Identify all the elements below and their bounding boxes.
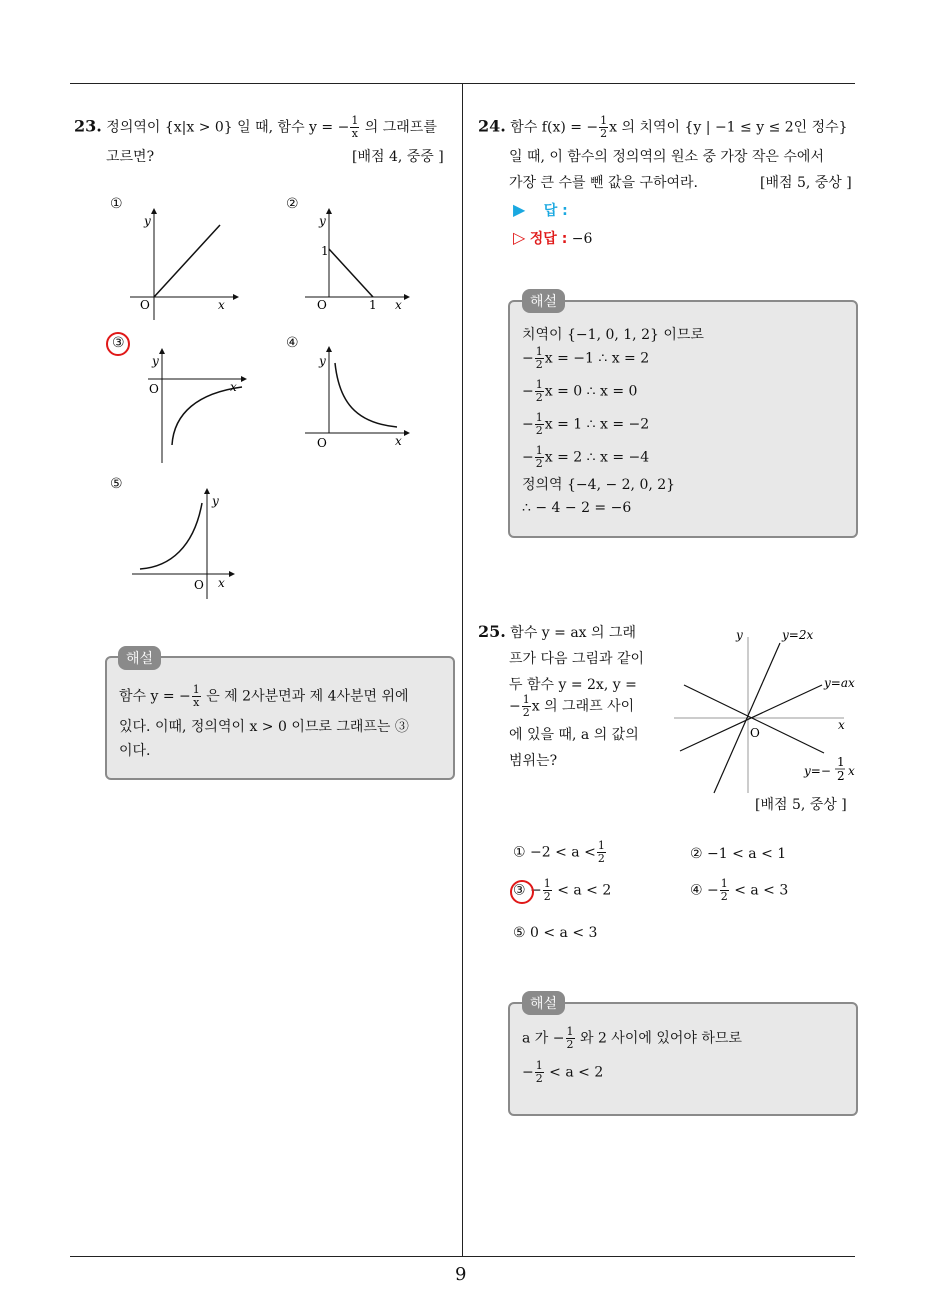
origin-label: O: [140, 298, 150, 312]
q25-option-3[interactable]: ③ − $\frac{1}{2}$ < a < 2: [513, 877, 612, 903]
axis-y-label: y: [319, 354, 326, 368]
axis-y-label: y: [144, 214, 151, 228]
q24-correct-row: [513, 228, 592, 248]
q23-explanation-box: [105, 656, 455, 780]
origin-label: O: [149, 382, 159, 396]
play-arrow-icon: ▶: [513, 200, 526, 219]
origin-label: O: [194, 578, 204, 592]
q25-answer-circle: [510, 880, 534, 904]
q24-explanation-box: [508, 300, 858, 538]
q24-exp-row-2: − $\frac{1}{2}$ x = 0 ∴ x = 0: [522, 378, 638, 404]
q24-explanation-tag: 해설: [522, 289, 565, 313]
q23-answer-circle: [106, 332, 130, 356]
q25-label-y2x: y=2x: [782, 628, 814, 642]
answer-label: 답 :: [543, 203, 568, 219]
q25-line6: 범위는?: [509, 753, 558, 769]
q25-option-2[interactable]: ② −1 < a < 1: [690, 846, 787, 862]
q23-option-5-label[interactable]: ⑤: [110, 476, 123, 492]
axis-y-label: y: [152, 354, 159, 368]
q23-option-1-label[interactable]: ①: [110, 196, 123, 212]
q23-option-3-label[interactable]: ③: [112, 335, 125, 351]
axis-x-label: x: [218, 576, 225, 590]
q24-number: 24.: [478, 116, 506, 136]
q23-graph-5: [130, 487, 240, 602]
q23-graph-1: [130, 205, 240, 325]
q25-label-yhalf-num: 1: [837, 755, 845, 769]
q24-exp-row-1: − $\frac{1}{2}$ x = −1 ∴ x = 2: [522, 345, 650, 371]
page-number: 9: [455, 1264, 467, 1285]
column-divider: [462, 83, 463, 1257]
q24-line3: 가장 큰 수를 뺀 값을 구하여라.: [509, 175, 698, 191]
q23-exp-line3: 이다.: [119, 743, 151, 759]
q25-meta: [배점 5, 중상 ]: [755, 797, 847, 813]
axis-x-label: x: [230, 380, 237, 394]
q25-option-4[interactable]: ④ − $\frac{1}{2}$ < a < 3: [690, 877, 789, 903]
q25-line2: 프가 다음 그림과 같이: [509, 651, 645, 667]
q25-explanation-tag: 해설: [522, 991, 565, 1015]
q24-exp-line6: 정의역 {−4, − 2, 0, 2}: [522, 477, 676, 493]
q25-graph: [672, 625, 862, 795]
axis-x-label: x: [395, 298, 402, 312]
q24-exp-row-3: − $\frac{1}{2}$ x = 1 ∴ x = −2: [522, 411, 650, 437]
q23-line2: 고르면?: [106, 149, 155, 165]
q25-number: 25.: [478, 622, 506, 641]
q25-axis-x: x: [838, 718, 845, 732]
q25-explanation-box: [508, 1002, 858, 1116]
q25-option-1[interactable]: ① −2 < a < $\frac{1}{2}$: [513, 839, 605, 865]
q24-answer-row: [513, 200, 568, 220]
q25-line4: − $\frac{1}{2}$ x 의 그래프 사이: [509, 693, 635, 719]
axis-x-label: x: [395, 434, 402, 448]
q23-exp-line1: 함수 y = − $\frac{1}{x}$ 은 제 2사분면과 제 4사분면 위에: [119, 683, 409, 709]
q25-exp-line1: a 가 − $\frac{1}{2}$ 와 2 사이에 있어야 하므로: [522, 1025, 742, 1051]
q23-meta: [배점 4, 중중 ]: [352, 149, 444, 165]
q25-axis-y: y: [736, 628, 743, 642]
q25-exp-line2: − $\frac{1}{2}$ < a < 2: [522, 1059, 604, 1085]
q25-option-5[interactable]: ⑤ 0 < a < 3: [513, 925, 598, 941]
axis-y-label: y: [212, 494, 219, 508]
correct-label: 정답 :: [529, 231, 568, 247]
axis-x-label: x: [218, 298, 225, 312]
q23-exp-line2: 있다. 이때, 정의역이 x > 0 이므로 그래프는 ③: [119, 719, 409, 735]
q25-origin: O: [750, 726, 760, 740]
q23-graph-4: [305, 345, 415, 455]
q23-explanation-tag: 해설: [118, 646, 161, 670]
q23-option-4-label[interactable]: ④: [286, 335, 299, 351]
q24-line1: 24. 함수 f(x) = − $\frac{1}{2}$ x 의 치역이 {y | −1 ≤ y ≤ 2인 정수}: [478, 114, 848, 140]
q25-line5: 에 있을 때, a 의 값의: [509, 727, 639, 743]
q24-line2: 일 때, 이 함수의 정의역의 원소 중 가장 작은 수에서: [509, 149, 824, 165]
q25-label-yhalf-den: 2: [837, 769, 845, 783]
q24-meta: [배점 5, 중상 ]: [760, 175, 852, 191]
q24-exp-line1: 치역이 {−1, 0, 1, 2} 이므로: [522, 327, 704, 343]
q24-exp-line7: ∴ − 4 − 2 = −6: [522, 500, 632, 516]
q25-label-yax: y=ax: [824, 676, 855, 690]
bottom-rule: [70, 1256, 855, 1257]
origin-label: O: [317, 436, 327, 450]
q25-line1: 25. 함수 y = ax 의 그래: [478, 622, 637, 641]
q25-label-yhalf: y=−: [804, 764, 831, 778]
q23-graph-3: [140, 345, 250, 465]
q23-number: 23.: [74, 116, 102, 136]
q25-label-yhalf-x: x: [848, 764, 855, 778]
answer-input-field[interactable]: [580, 200, 780, 220]
y-intercept-label: 1: [321, 244, 329, 258]
x-intercept-label: 1: [369, 298, 377, 312]
q25-line3: 두 함수 y = 2x, y =: [509, 677, 637, 693]
outline-arrow-icon: ▷: [513, 228, 526, 247]
q23-option-2-label[interactable]: ②: [286, 196, 299, 212]
q24-exp-row-4: − $\frac{1}{2}$ x = 2 ∴ x = −4: [522, 444, 650, 470]
axis-y-label: y: [319, 214, 326, 228]
q23-fraction: $\frac{1}{x}$: [351, 114, 359, 140]
q23-graph-2: [305, 205, 415, 325]
origin-label: O: [317, 298, 327, 312]
correct-value: −6: [571, 231, 593, 247]
q23-line1: 23. 정의역이 {x|x > 0} 일 때, 함수 y = − $\frac{1}{x}$ 의 그래프를: [74, 114, 437, 140]
